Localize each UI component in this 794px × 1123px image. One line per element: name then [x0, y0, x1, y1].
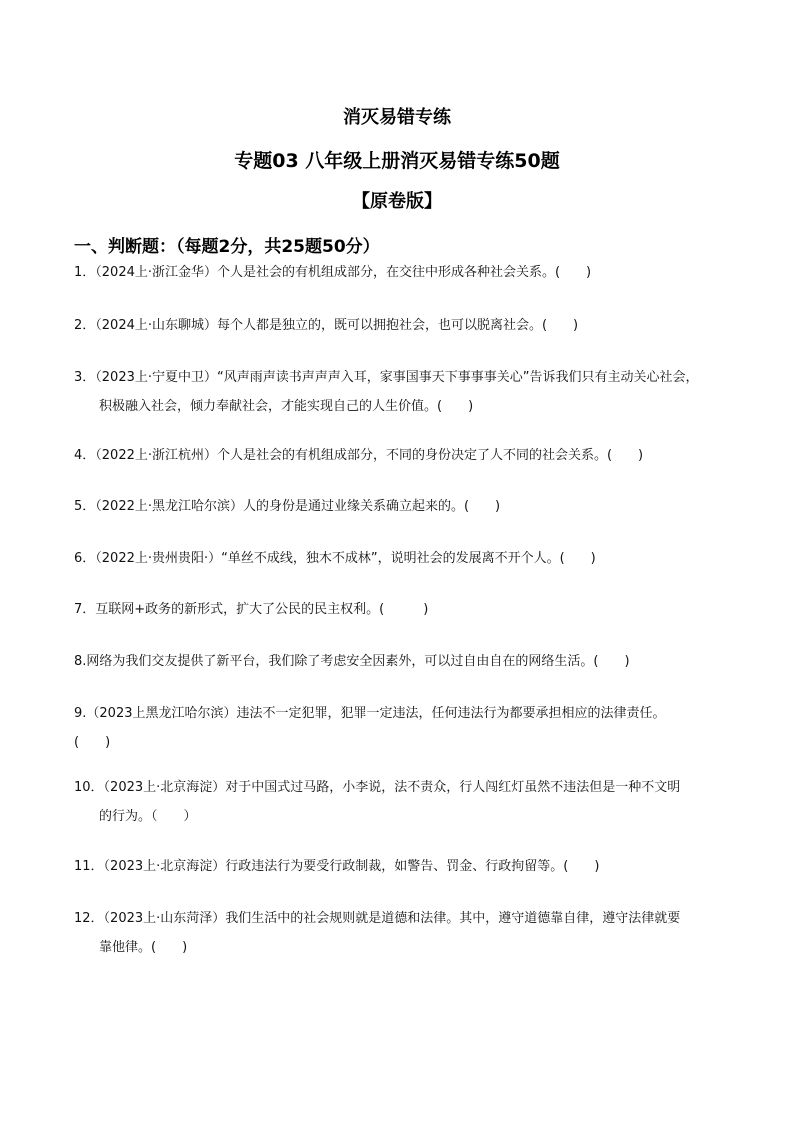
question-text: 5．（2022上·黑龙江哈尔滨）人的身份是通过业缘关系确立起来的。( ) — [74, 499, 501, 514]
question-item — [74, 904, 734, 962]
question-text: 6．（2022上·贵州贵阳·）“单丝不成线，独木不成林”，说明社会的发展离不开个人。( ) — [74, 551, 596, 566]
question-text-continued: ( ) — [74, 735, 111, 750]
question-text: 11．（2023上·北京海淀）行政违法行为要受行政制裁，如警告、罚金、行政拘留等。( ) — [74, 859, 600, 874]
question-text: 3．（2023上·宁夏中卫）“风声雨声读书声声声入耳，家事国事天下事事事关心”告诉我们只有主动关心社会， — [74, 370, 699, 385]
question-item — [74, 852, 734, 881]
question-text: 4．（2022上·浙江杭州）个人是社会的有机组成部分，不同的身份决定了人不同的社会关系。( ) — [74, 448, 644, 463]
question-item — [74, 363, 734, 421]
question-text: 2．（2024上·山东聊城）每个人都是独立的，既可以拥抱社会，也可以脱离社会。( ) — [74, 318, 579, 333]
question-text: 1．（2024上·浙江金华）个人是社会的有机组成部分，在交往中形成各种社会关系。( ) — [74, 265, 592, 280]
question-item — [74, 311, 734, 340]
question-text-continued: 的行为。（ ） — [99, 809, 197, 824]
question-item — [74, 699, 734, 757]
question-text-continued: 积极融入社会，倾力奉献社会，才能实现自己的人生价值。( ) — [99, 399, 474, 414]
section-heading: 一、判断题：（每题2分，共25题50分） — [74, 237, 380, 257]
question-text: 7．互联网+政务的新形式，扩大了公民的民主权利。( ) — [74, 602, 429, 617]
question-text: 9.（2023上黑龙江哈尔滨）违法不一定犯罪，犯罪一定违法，任何违法行为都要承担相应的法律责任。 — [74, 706, 666, 721]
question-text: 10．（2023上·北京海淀）对于中国式过马路，小李说，法不责众，行人闯红灯虽然不违法但是一种不文明 — [74, 780, 681, 795]
question-item — [74, 544, 734, 573]
question-item — [74, 773, 734, 831]
question-item — [74, 258, 734, 287]
edition-label: 【原卷版】 — [352, 191, 442, 212]
page-title: 消灭易错专练 — [343, 107, 451, 128]
question-text: 8.网络为我们交友提供了新平台，我们除了考虑安全因素外，可以过自由自在的网络生活。( ) — [74, 654, 630, 669]
question-text: 12．（2023上·山东菏泽）我们生活中的社会规则就是道德和法律。其中，遵守道德靠自律，遵守法律就要 — [74, 911, 681, 926]
question-item — [74, 595, 734, 624]
question-item — [74, 647, 734, 676]
page-subtitle: 专题03 八年级上册消灭易错专练50题 — [234, 150, 560, 172]
question-text-continued: 靠他律。( ) — [99, 940, 188, 955]
question-item — [74, 441, 734, 470]
question-item — [74, 492, 734, 521]
